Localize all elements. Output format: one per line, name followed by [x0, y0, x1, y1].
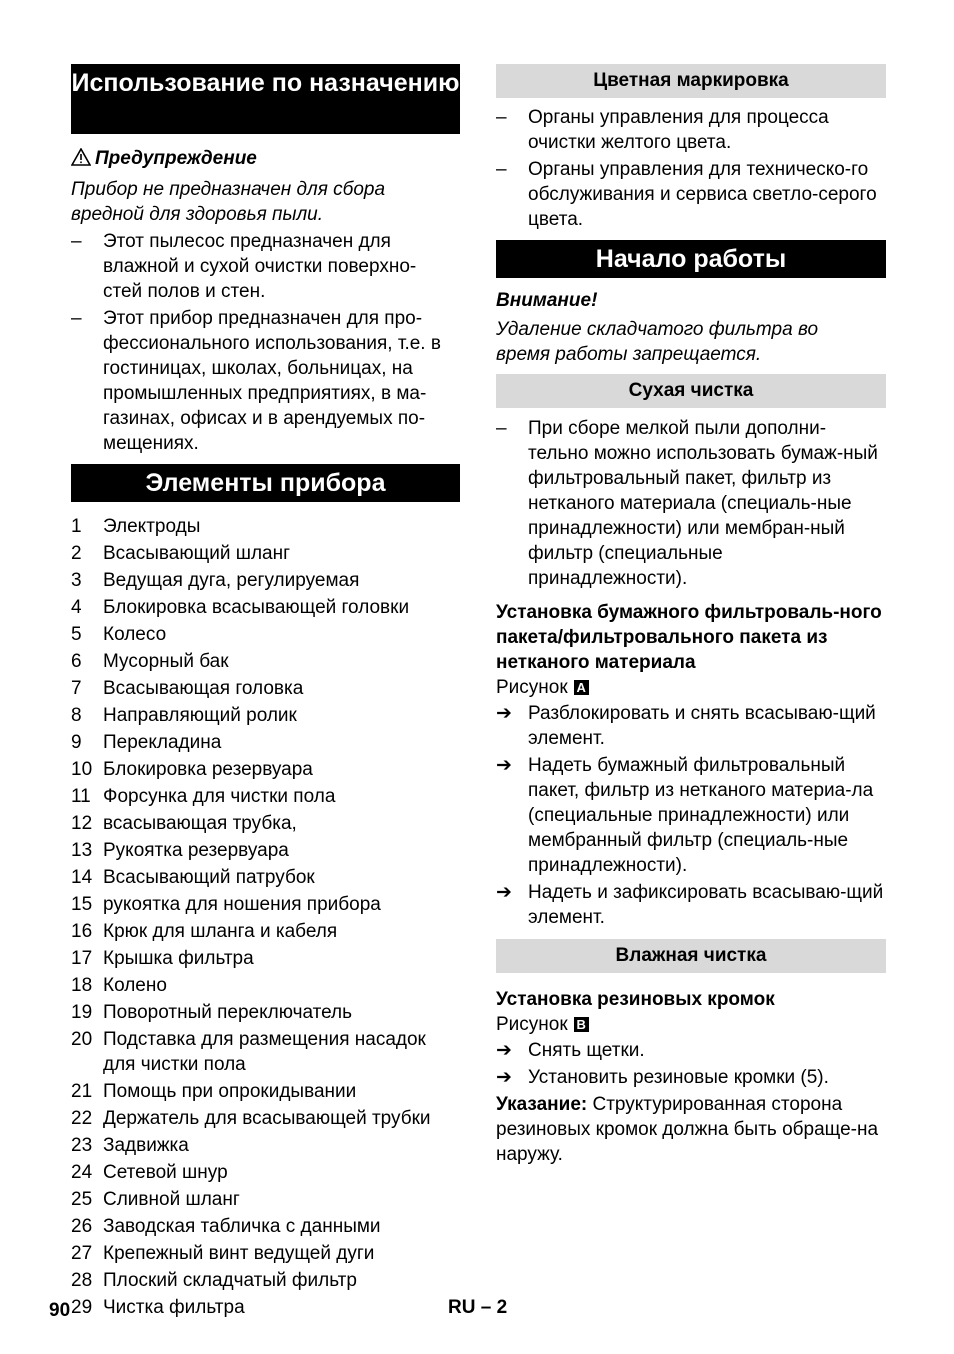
section-title-start-work: Начало работы — [496, 240, 886, 278]
list-item: – Этот пылесос предназначен для влажной и сухой очистки поверхно-стей полов и стен. — [71, 231, 417, 302]
element-list-item — [71, 811, 460, 836]
element-label: Перекладина — [103, 732, 222, 753]
language-page-label: RU – 2 — [448, 1297, 508, 1318]
arrow-right-icon: ➔ — [496, 882, 512, 903]
element-label: Крепежный винт ведущей дуги — [103, 1243, 375, 1264]
element-label: Подставка для размещения насадок для чистки пола — [103, 1029, 426, 1075]
element-list-item — [71, 1214, 460, 1239]
element-number: 28 — [71, 1270, 93, 1291]
step-item: ➔ Надеть бумажный фильтровальный пакет, фильтр из нетканого материа-ла (специальные принадлежности) или мембранный фильтр (специаль-ные принадлежности). — [496, 755, 874, 876]
element-label: Электроды — [103, 516, 201, 537]
arrow-right-icon: ➔ — [496, 703, 512, 724]
element-label: Крышка фильтра — [103, 948, 254, 969]
element-number: 18 — [71, 975, 93, 996]
element-number: 11 — [71, 786, 91, 807]
subheading-install-bag: Установка бумажного фильтроваль-ного пакета/фильтровального пакета из нетканого материала — [496, 602, 882, 673]
element-number: 3 — [71, 570, 82, 591]
element-label: Сетевой шнур — [103, 1162, 228, 1183]
step-item: ➔ Установить резиновые кромки (5). — [496, 1067, 829, 1088]
warning-triangle-icon — [71, 148, 95, 173]
element-number: 21 — [71, 1081, 93, 1102]
step-item: ➔ Разблокировать и снять всасываю-щий элемент. — [496, 703, 876, 749]
element-label: Заводская табличка с данными — [103, 1216, 381, 1237]
warning-heading: Предупреждение — [71, 146, 460, 173]
element-label: рукоятка для ношения прибора — [103, 894, 381, 915]
element-label: Рукоятка резервуара — [103, 840, 289, 861]
element-number: 29 — [71, 1297, 93, 1318]
element-number: 1 — [71, 516, 82, 537]
element-label: Ведущая дуга, регулируемая — [103, 570, 360, 591]
element-number: 8 — [71, 705, 82, 726]
list-item: – Этот прибор предназначен для про-фессионального использования, т.е. в гостиницах, школах, больницах, на промышленных предприятиях, в ма-газинах, офисах и в арендуемых по-мещениях. — [71, 308, 441, 454]
attention-heading: Внимание! — [496, 290, 598, 311]
section-title-dry-cleaning: Сухая чистка — [496, 374, 886, 408]
element-label: Направляющий ролик — [103, 705, 297, 726]
list-item: – Органы управления для техническо-го обслуживания и сервиса светло-серого цвета. — [496, 159, 877, 230]
page-number: 90 — [49, 1300, 71, 1321]
element-list-item — [71, 568, 460, 593]
element-list-item — [71, 784, 460, 809]
element-list-item — [71, 1079, 460, 1104]
element-number: 7 — [71, 678, 82, 699]
element-list-item — [71, 595, 460, 620]
element-number: 27 — [71, 1243, 93, 1264]
element-number: 10 — [71, 759, 93, 780]
element-list-item — [71, 1027, 460, 1077]
element-number: 26 — [71, 1216, 93, 1237]
section-title-wet-cleaning: Влажная чистка — [496, 939, 886, 973]
figure-letter: A — [574, 680, 589, 695]
element-number: 5 — [71, 624, 82, 645]
figure-reference: Рисунок B — [496, 1012, 886, 1037]
element-number: 2 — [71, 543, 82, 564]
section-title-color-coding: Цветная маркировка — [496, 64, 886, 98]
element-list-item — [71, 757, 460, 782]
section-title-intended-use: Использование по назначению — [71, 64, 460, 134]
element-number: 13 — [71, 840, 93, 861]
element-list-item — [71, 730, 460, 755]
element-list-item — [71, 1160, 460, 1185]
element-label: Задвижка — [103, 1135, 189, 1156]
figure-letter: B — [574, 1017, 589, 1032]
element-number: 20 — [71, 1029, 93, 1050]
element-number: 22 — [71, 1108, 93, 1129]
figure-reference: Рисунок A — [496, 675, 886, 700]
element-label: всасывающая трубка, — [103, 813, 297, 834]
element-list-item — [71, 1295, 460, 1320]
list-item: – При сборе мелкой пыли дополни-тельно можно использовать бумаж-ный фильтровальный пакет, фильтр из нетканого материала (специаль-ные принадлежности) или мембран-ный фильтр (специальные принадлежности). — [496, 418, 878, 589]
element-label: Помощь при опрокидывании — [103, 1081, 357, 1102]
left-column — [71, 64, 460, 1320]
element-number: 16 — [71, 921, 93, 942]
arrow-right-icon: ➔ — [496, 1067, 512, 1088]
section-title-device-elements: Элементы прибора — [71, 464, 460, 502]
element-label: Мусорный бак — [103, 651, 229, 672]
attention-text: Удаление складчатого фильтра во время работы запрещается. — [496, 319, 819, 365]
element-list-item — [71, 919, 460, 944]
element-number: 25 — [71, 1189, 93, 1210]
element-list-item — [71, 1187, 460, 1212]
element-list-item — [71, 514, 460, 539]
step-item: ➔ Надеть и зафиксировать всасываю-щий элемент. — [496, 882, 884, 928]
element-label: Плоский складчатый фильтр — [103, 1270, 357, 1291]
element-list-item — [71, 649, 460, 674]
element-label: Колесо — [103, 624, 167, 645]
element-label: Всасывающий шланг — [103, 543, 291, 564]
element-list-item — [71, 838, 460, 863]
element-list-item — [71, 946, 460, 971]
element-list-item — [71, 676, 460, 701]
element-number: 9 — [71, 732, 82, 753]
element-label: Держатель для всасывающей трубки — [103, 1108, 431, 1129]
element-list-item — [71, 865, 460, 890]
element-list-item — [71, 973, 460, 998]
note-paragraph: Указание: Структурированная сторона резиновых кромок должна быть обраще-на наружу. — [496, 1094, 879, 1165]
element-number: 14 — [71, 867, 93, 888]
element-list-item — [71, 1241, 460, 1266]
element-list-item — [71, 622, 460, 647]
element-label: Всасывающий патрубок — [103, 867, 315, 888]
element-label: Блокировка резервуара — [103, 759, 313, 780]
arrow-right-icon: ➔ — [496, 755, 512, 776]
element-list-item — [71, 892, 460, 917]
element-label: Сливной шланг — [103, 1189, 240, 1210]
element-list-item — [71, 1133, 460, 1158]
element-label: Поворотный переключатель — [103, 1002, 353, 1023]
element-number: 17 — [71, 948, 93, 969]
element-number: 19 — [71, 1002, 93, 1023]
element-list-item — [71, 1268, 460, 1293]
element-label: Колено — [103, 975, 167, 996]
element-label: Чистка фильтра — [103, 1297, 245, 1318]
element-number: 4 — [71, 597, 82, 618]
element-label: Всасывающая головка — [103, 678, 304, 699]
element-label: Блокировка всасывающей головки — [103, 597, 410, 618]
arrow-right-icon: ➔ — [496, 1040, 512, 1061]
element-label: Крюк для шланга и кабеля — [103, 921, 338, 942]
element-number: 12 — [71, 813, 93, 834]
list-item: – Органы управления для процесса очистки желтого цвета. — [496, 107, 829, 153]
element-number: 24 — [71, 1162, 93, 1183]
element-number: 6 — [71, 651, 82, 672]
subheading-install-rubber: Установка резиновых кромок — [496, 989, 775, 1010]
elements-list — [71, 514, 460, 1320]
element-number: 15 — [71, 894, 93, 915]
step-item: ➔ Снять щетки. — [496, 1040, 645, 1061]
element-number: 23 — [71, 1135, 93, 1156]
element-label: Форсунка для чистки пола — [103, 786, 336, 807]
right-column — [496, 64, 886, 1167]
element-list-item — [71, 1000, 460, 1025]
element-list-item — [71, 1106, 460, 1131]
element-list-item — [71, 703, 460, 728]
element-list-item — [71, 541, 460, 566]
warning-text: Прибор не предназначен для сбора вредной для здоровья пыли. — [71, 179, 386, 225]
